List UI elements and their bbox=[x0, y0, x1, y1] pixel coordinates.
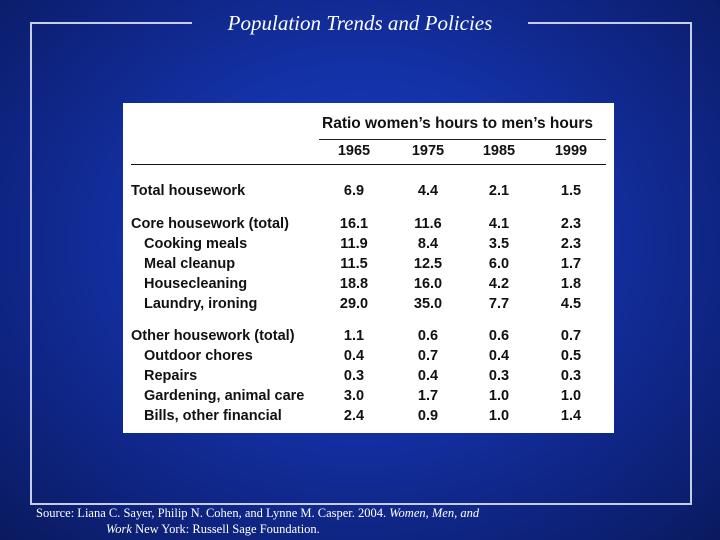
table-cell: 1.0 bbox=[488, 388, 510, 404]
table-cell: 0.6 bbox=[488, 328, 510, 344]
source-title-part1: Women, Men, and bbox=[389, 506, 480, 520]
table-cell: 4.1 bbox=[488, 216, 510, 232]
table-cell: 1.8 bbox=[560, 276, 582, 292]
table-cell: 1.0 bbox=[560, 388, 582, 404]
source-prefix: Source: Liana C. Sayer, Philip N. Cohen, and Lynne M. Casper. 2004. bbox=[36, 506, 387, 520]
row-labels bbox=[123, 165, 313, 433]
table-cell: 11.5 bbox=[340, 256, 368, 272]
table-cell: 6.0 bbox=[488, 256, 510, 272]
table-header: Ratio women’s hours to men’s hours bbox=[322, 115, 593, 132]
table-cell: 2.3 bbox=[560, 216, 582, 232]
table-cell: 0.7 bbox=[417, 348, 439, 364]
table-cell: 2.3 bbox=[560, 236, 582, 252]
table-cell: 1.5 bbox=[560, 183, 582, 199]
table-cell: 0.3 bbox=[488, 368, 510, 384]
row-label: Gardening, animal care bbox=[144, 388, 305, 404]
table-cell: 11.6 bbox=[414, 216, 442, 232]
row-label: Housecleaning bbox=[144, 276, 248, 292]
table-cell: 1.1 bbox=[343, 328, 365, 344]
row-label: Outdoor chores bbox=[144, 348, 253, 364]
table-cell: 1.7 bbox=[417, 388, 439, 404]
table-cell: 3.0 bbox=[343, 388, 365, 404]
source-suffix: New York: Russell Sage Foundation. bbox=[135, 522, 320, 536]
table-cell: 6.9 bbox=[343, 183, 365, 199]
table-cell: 7.7 bbox=[488, 296, 510, 312]
table-cell: 12.5 bbox=[413, 256, 443, 272]
year-header: 1975 bbox=[411, 143, 445, 159]
header-rule bbox=[319, 139, 606, 140]
frame-line-left bbox=[30, 22, 32, 504]
table-cell: 4.2 bbox=[488, 276, 510, 292]
row-label: Other housework (total) bbox=[131, 328, 295, 344]
table-cell: 0.6 bbox=[417, 328, 439, 344]
frame-line-right bbox=[690, 22, 692, 504]
frame-line-top-left bbox=[30, 22, 192, 24]
table-cell: 1.0 bbox=[488, 408, 510, 424]
table-cell: 1.7 bbox=[560, 256, 582, 272]
table-cell: 11.9 bbox=[340, 236, 368, 252]
table-cell: 0.4 bbox=[417, 368, 439, 384]
slide-title: Population Trends and Policies bbox=[227, 11, 493, 35]
table-cell: 2.1 bbox=[488, 183, 510, 199]
table-cell: 0.4 bbox=[343, 348, 365, 364]
housework-ratio-table bbox=[123, 103, 614, 433]
table-cell: 0.5 bbox=[560, 348, 582, 364]
frame-line-top-right bbox=[528, 22, 692, 24]
source-citation bbox=[36, 505, 636, 537]
source-title-part2: Work bbox=[106, 522, 132, 536]
year-header: 1985 bbox=[482, 143, 516, 159]
table-cell: 18.8 bbox=[339, 276, 369, 292]
row-label: Bills, other financial bbox=[144, 408, 282, 424]
table-cell: 35.0 bbox=[413, 296, 443, 312]
table-cell: 4.4 bbox=[417, 183, 439, 199]
row-label: Cooking meals bbox=[144, 236, 248, 252]
row-label: Core housework (total) bbox=[131, 216, 289, 232]
table-cell: 16.1 bbox=[339, 216, 369, 232]
table-cell: 0.7 bbox=[560, 328, 582, 344]
table-cell: 0.3 bbox=[560, 368, 582, 384]
table-cell: 16.0 bbox=[413, 276, 443, 292]
table-cell: 29.0 bbox=[339, 296, 369, 312]
table-cell: 3.5 bbox=[488, 236, 510, 252]
table-cell: 4.5 bbox=[560, 296, 582, 312]
row-label: Laundry, ironing bbox=[144, 296, 258, 312]
table-cell: 2.4 bbox=[343, 408, 365, 424]
table-cell: 8.4 bbox=[417, 236, 439, 252]
table-cell: 0.4 bbox=[488, 348, 510, 364]
row-label: Meal cleanup bbox=[144, 256, 236, 272]
row-label: Total housework bbox=[131, 183, 246, 199]
table-cell: 0.3 bbox=[343, 368, 365, 384]
table-cell: 0.9 bbox=[417, 408, 439, 424]
table-cell: 1.4 bbox=[560, 408, 582, 424]
year-header: 1999 bbox=[554, 143, 588, 159]
year-header: 1965 bbox=[337, 143, 371, 159]
row-label: Repairs bbox=[144, 368, 198, 384]
